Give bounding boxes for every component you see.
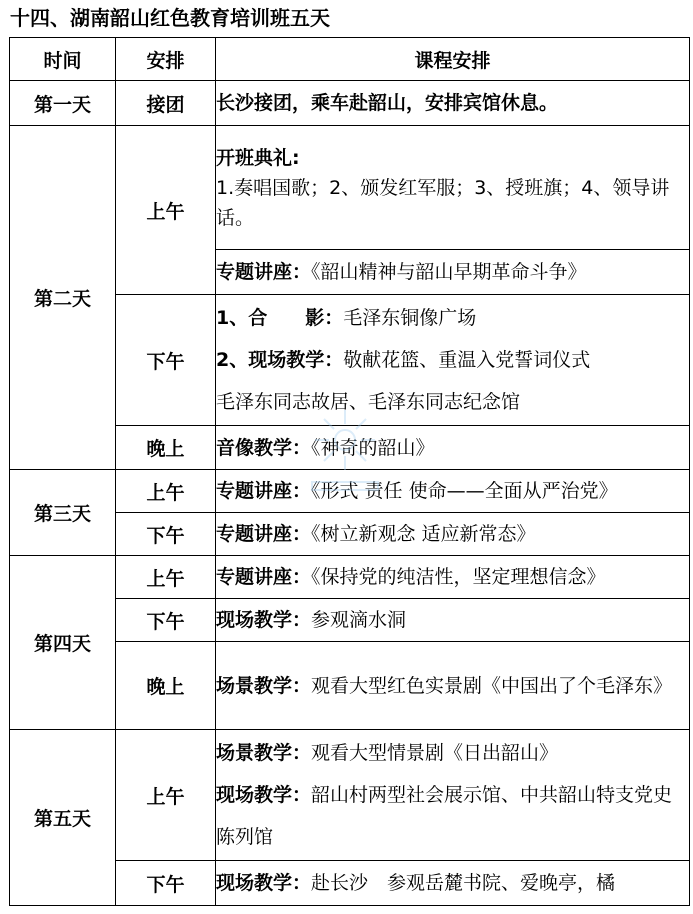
- table-row: [10, 730, 690, 861]
- course-label: 现场教学：: [216, 872, 312, 894]
- course-text: 敬献花篮、重温入党誓词仪式: [343, 349, 591, 371]
- day-cell: 第一天: [10, 81, 116, 126]
- course-cell: [216, 730, 690, 861]
- course-label: 场景教学：: [216, 674, 312, 697]
- slot-cell: 上午: [116, 730, 216, 861]
- course-cell: [216, 556, 690, 599]
- course-label: 现场教学：: [216, 784, 312, 806]
- table-row: [10, 81, 690, 126]
- course-text: 参观滴水洞: [311, 609, 407, 631]
- course-text: 《形式 责任 使命——全面从严治党》: [311, 480, 618, 502]
- slot-cell: 下午: [116, 513, 216, 556]
- day-cell: 第四天: [10, 556, 116, 730]
- header-row: [10, 38, 690, 81]
- course-cell: [216, 861, 690, 906]
- schedule-table: [9, 37, 690, 906]
- header-course: 课程安排: [216, 38, 690, 81]
- course-label: 专题讲座：: [216, 261, 312, 283]
- day-cell: 第三天: [10, 470, 116, 556]
- header-time: 时间: [10, 38, 116, 81]
- course-label: 现场教学：: [216, 609, 312, 631]
- slot-cell: 晚上: [116, 426, 216, 470]
- slot-cell: 接团: [116, 81, 216, 126]
- document-title: 十四、湖南韶山红色教育培训班五天: [10, 6, 330, 30]
- table-row: [10, 470, 690, 513]
- course-label: 开班典礼:: [216, 146, 300, 169]
- table-row: [10, 126, 690, 250]
- course-text: 毛泽东铜像广场: [343, 307, 477, 329]
- header-arrangement: 安排: [116, 38, 216, 81]
- slot-cell: 下午: [116, 599, 216, 642]
- table-row: [10, 556, 690, 599]
- day-cell: 第二天: [10, 126, 116, 470]
- course-text: 1.奏唱国歌；2、颁发红军服；3、授班旗；4、领导讲话。: [216, 176, 670, 229]
- slot-cell: 晚上: [116, 642, 216, 730]
- course-cell: [216, 295, 690, 426]
- course-label: 专题讲座：: [216, 566, 312, 588]
- course-cell: [216, 470, 690, 513]
- course-cell: [216, 250, 690, 295]
- course-label: 专题讲座：: [216, 480, 312, 502]
- course-text: 韶山村两型社会展示馆、中共韶山特支党史陈列馆: [216, 784, 673, 848]
- course-cell: [216, 513, 690, 556]
- day-cell: 第五天: [10, 730, 116, 906]
- course-cell: [216, 599, 690, 642]
- course-text: 长沙接团，乘车赴韶山，安排宾馆休息。: [216, 92, 559, 114]
- course-cell: [216, 642, 690, 730]
- course-cell: [216, 81, 690, 126]
- course-text: 观看大型情景剧《日出韶山》: [311, 742, 559, 764]
- course-label: 2、现场教学：: [216, 349, 344, 371]
- course-text: 《保持党的纯洁性，坚定理想信念》: [311, 566, 606, 588]
- slot-cell: 下午: [116, 861, 216, 906]
- course-cell: [216, 426, 690, 470]
- course-label: 场景教学：: [216, 742, 312, 764]
- course-text: 观看大型红色实景剧《中国出了个毛泽东》: [311, 674, 673, 697]
- slot-cell: 上午: [116, 470, 216, 513]
- course-label: 音像教学：: [216, 436, 312, 459]
- course-cell: [216, 126, 690, 250]
- course-text: 《树立新观念 适应新常态》: [311, 523, 536, 545]
- slot-cell: 上午: [116, 126, 216, 295]
- slot-cell: 上午: [116, 556, 216, 599]
- course-text: 《韶山精神与韶山早期革命斗争》: [311, 261, 587, 283]
- course-text: 毛泽东同志故居、毛泽东同志纪念馆: [216, 391, 521, 413]
- course-label: 专题讲座：: [216, 523, 312, 545]
- course-label: 1、合 影：: [216, 307, 344, 329]
- slot-cell: 下午: [116, 295, 216, 426]
- course-text: 《神奇的韶山》: [311, 436, 435, 459]
- course-text: 赴长沙 参观岳麓书院、爱晚亭，橘: [311, 872, 616, 894]
